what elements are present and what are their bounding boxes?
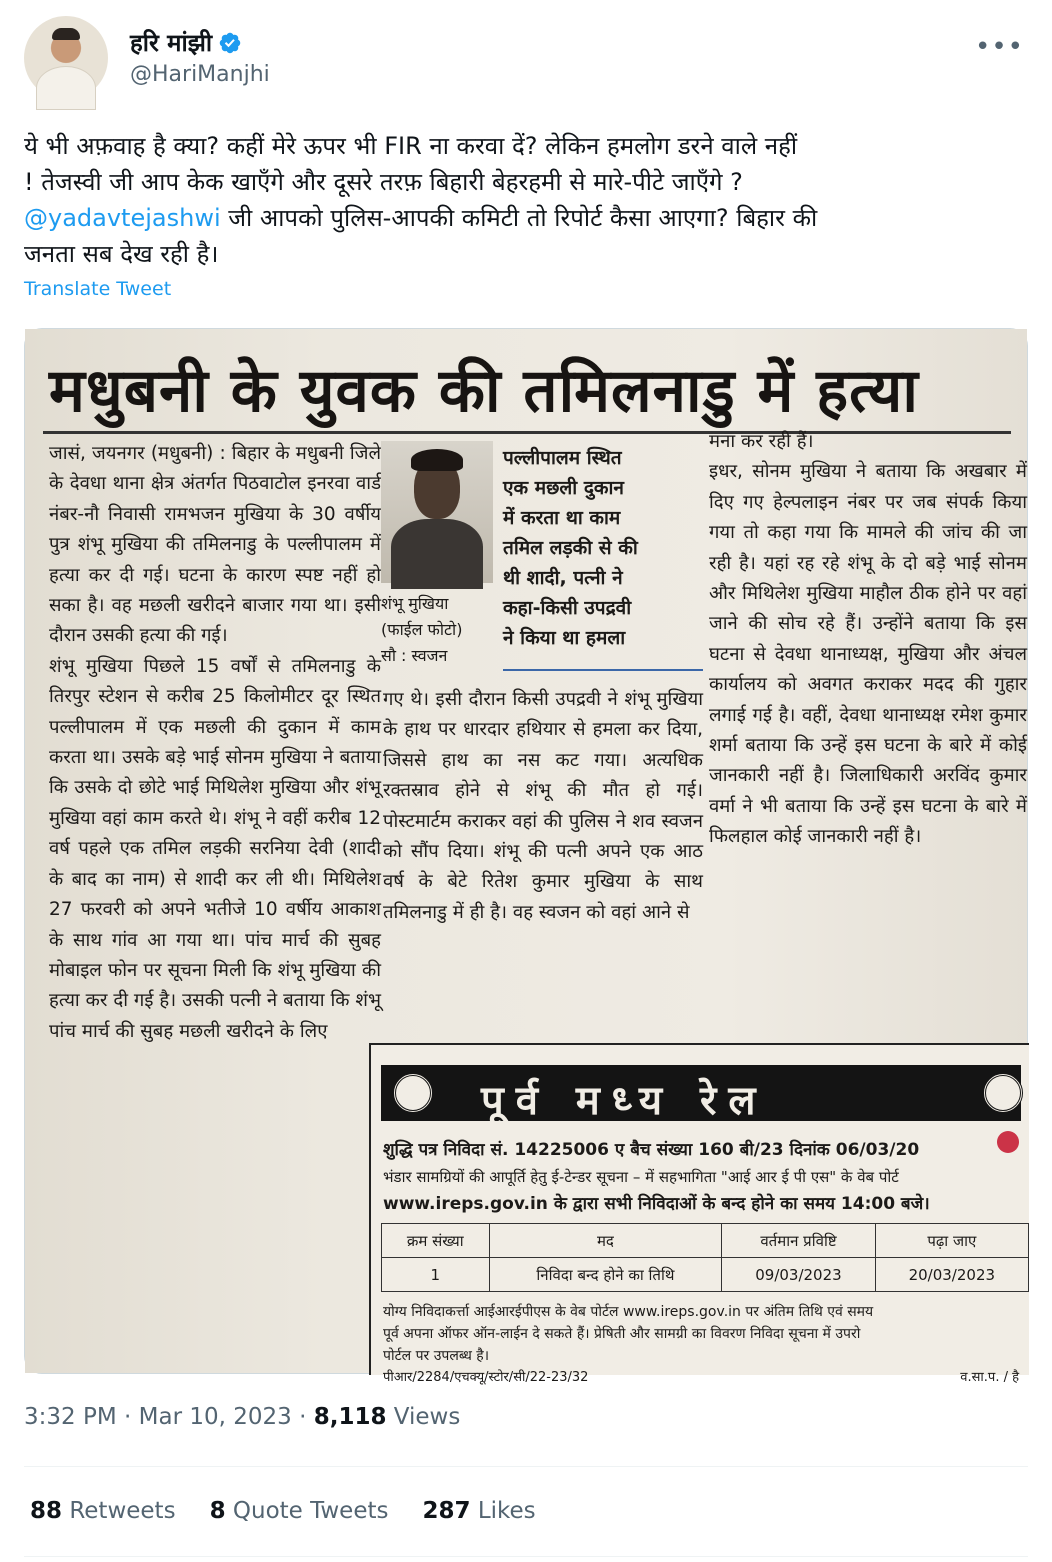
meta-separator: · <box>116 1404 139 1430</box>
avatar-shirt <box>36 66 96 110</box>
ad-table-cell: 20/03/2023 <box>875 1258 1028 1292</box>
tweet-text-part-2: जी आपको पुलिस-आपकी कमिटी तो रिपोर्ट कैसा आएगा? बिहार की जनता सब देख रही है। <box>24 204 818 268</box>
ad-table-header: क्रम संख्या <box>382 1224 490 1258</box>
ad-line-2: भंडार सामग्रियों की आपूर्ति हेतु ई-टेन्डर सूचना – में सहभागिता "आई आर ई पी एस" के वेब पोर्ट <box>383 1168 899 1186</box>
likes-count: 287 <box>422 1498 471 1524</box>
tweet-date[interactable]: Mar 10, 2023 <box>138 1404 292 1430</box>
emblem-icon <box>983 1073 1023 1113</box>
ad-line-1: शुद्धि पत्र निविदा सं. 14225006 ए बैच संख्या 160 बी/23 दिनांक 06/03/20 <box>383 1140 920 1160</box>
translate-tweet-link[interactable]: Translate Tweet <box>24 278 172 300</box>
ad-table-cell: निविदा बन्द होने का तिथि <box>489 1258 722 1292</box>
railway-logo-icon <box>393 1073 433 1113</box>
ad-reference: पीआर/2284/एचक्यू/स्टोर/सी/22-23/32 <box>383 1370 589 1385</box>
likes-label: Likes <box>477 1498 536 1524</box>
tweet-text-part-1: ये भी अफ़वाह है क्या? कहीं मेरे ऊपर भी FIR ना करवा दें? लेकिन हमलोग डरने वाले नहीं ! तेजस्वी जी आप केक खाएँगे और दूसरे तरफ़ बिहारी बेहरहमी से मारे-पीटे जाएँगे ? <box>24 132 798 196</box>
ad-reference-2: व.सा.प. / है <box>960 1370 1019 1385</box>
photo-hair <box>411 449 463 471</box>
ad-table-header: पढ़ा जाए <box>875 1224 1028 1258</box>
retweets-count: 88 <box>30 1498 63 1524</box>
name-row <box>130 26 242 59</box>
ad-table-header: मद <box>489 1224 722 1258</box>
avatar[interactable] <box>24 16 108 100</box>
user-handle[interactable]: @HariManjhi <box>130 62 270 87</box>
ad-line-3: www.ireps.gov.in के द्वारा सभी निविदाओं के बन्द होने का समय 14:00 बजे। <box>383 1194 930 1214</box>
tweet-header <box>24 16 1028 102</box>
views-label: Views <box>386 1404 461 1430</box>
article-highlight: पल्लीपालम स्थित एक मछली दुकान में करता था काम तमिल लड़की से की थी शादी, पत्नी ने कहा-किसी उपद्रवी ने किया था हमला <box>503 447 638 649</box>
highlight-rule <box>503 669 703 671</box>
views-count: 8,118 <box>313 1404 387 1430</box>
newspaper-headline: मधुबनी के युवक की तमिलनाडु में हत्या <box>49 356 919 426</box>
photo-body <box>391 519 483 589</box>
ad-table-header-row <box>382 1224 1029 1258</box>
newspaper-clipping <box>25 329 1027 1385</box>
avatar-hair <box>52 28 80 40</box>
quote-tweets-label: Quote Tweets <box>232 1498 389 1524</box>
verified-badge-icon <box>218 31 242 55</box>
article-column-2: गए थे। इसी दौरान किसी उपद्रवी ने शंभू मुखिया के हाथ पर धारदार हथियार से हमला कर दिया, जिससे हाथ का नस कट गया। अत्यधिक रक्तस्राव होने से शंभू की मौत हो गई। पोस्टमार्टम कराकर वहां की पुलिस ने शव स्वजन को सौंप दिया। शंभू की पत्नी अपने एक आठ वर्ष के बेटे रितेश कुमार मुखिया के साथ तमिलनाडु में ही है। वह स्वजन को वहां आने से <box>383 689 703 923</box>
divider <box>24 1556 1028 1557</box>
more-options-icon[interactable]: ••• <box>974 32 1024 62</box>
display-name[interactable]: हरि मांझी <box>130 29 213 57</box>
engagement-stats <box>30 1498 536 1524</box>
ad-table-cell: 09/03/2023 <box>722 1258 875 1292</box>
quote-tweets-count: 8 <box>209 1498 226 1524</box>
retweets-stat[interactable] <box>30 1498 176 1524</box>
tweet-text <box>24 128 1028 272</box>
photo-caption: शंभू मुखिया (फाईल फोटो) सौ : स्वजन <box>381 594 463 665</box>
article-column-1: जासं, जयनगर (मधुबनी) : बिहार के मधुबनी जिले के देवधा थाना क्षेत्र अंतर्गत पिठवाटोल इनरवा वार्ड नंबर-नौ निवासी रामभजन मुखिया के 30 वर्षीय पुत्र शंभू मुखिया की तमिलनाडु के पल्लीपालम में हत्या कर दी गई। घटना के कारण स्पष्ट नहीं हो सका है। वह मछली खरीदने बाजार गया था। इसी दौरान उसकी हत्या की गई। शंभू मुखिया पिछले 15 वर्षों से तमिलनाडु के तिरपुर स्टेशन से करीब 25 किलोमीटर दूर स्थित पल्लीपालम में एक मछली की दुकान में काम करता था। उसके बड़े भाई सोनम मुखिया ने बताया कि उसके दो छोटे भाई मिथिलेश मुखिया और शंभू मुखिया वहां काम करते थे। शंभू ने वहीं करीब 12 वर्ष पहले एक तमिल लड़की सरनिया देवी (शादी के बाद का नाम) से शादी कर ली थी। मिथिलेश 27 फरवरी को अपने भतीजे 10 वर्षीय आकाश के साथ गांव आ गया था। पांच मार्च की सुबह मोबाइल फोन पर सूचना मिली कि शंभू मुखिया की हत्या कर दी गई है। उसकी पत्नी ने बताया कि शंभू पांच मार्च की सुबह मछली खरीदने के लिए <box>49 443 381 1042</box>
likes-stat[interactable] <box>422 1498 535 1524</box>
ad-table-header: वर्तमान प्रविष्टि <box>722 1224 875 1258</box>
ad-table-cell: 1 <box>382 1258 490 1292</box>
tweet-time[interactable]: 3:32 PM <box>24 1404 117 1430</box>
red-stamp-icon <box>997 1131 1019 1153</box>
divider <box>24 1466 1028 1467</box>
quote-tweets-stat[interactable] <box>210 1498 389 1524</box>
ad-footer: योग्य निविदाकर्त्ता आईआरईपीएस के वेब पोर्टल www.ireps.gov.in पर अंतिम तिथि एवं समय पूर्व अपना ऑफर ऑन-लाईन दे सकते हैं। प्रेषिती और सामग्री का विवरण निविदा सूचना में उपरो पोर्टल पर उपलब्ध है। <box>383 1304 874 1364</box>
meta-separator: · <box>291 1404 314 1430</box>
tweet-image[interactable] <box>24 328 1028 1385</box>
ad-table <box>381 1223 1029 1292</box>
mention-link[interactable]: @yadavtejashwi <box>24 204 221 232</box>
tweet-meta <box>24 1404 460 1430</box>
retweets-label: Retweets <box>69 1498 176 1524</box>
ad-title: पूर्व मध्य रेल <box>481 1078 768 1124</box>
railway-tender-ad <box>369 1043 1029 1385</box>
ad-table-row <box>382 1258 1029 1292</box>
article-column-3: मना कर रही हैं। इधर, सोनम मुखिया ने बताया कि अखबार में दिए गए हेल्पलाइन नंबर पर जब संपर्क किया गया तो कहा गया कि मामले की जांच की जा रही है। यहां रह रहे शंभू के दो बड़े भाई सोनम और मिथिलेश मुखिया माहौल ठीक होने पर वहां जाने की सोच रहे हैं। उन्होंने बताया कि इस घटना से देवधा थानाध्यक्ष, मुखिया और अंचल कार्यालय को अवगत कराकर मदद की गुहार लगाई गई है। वहीं, देवधा थानाध्यक्ष रमेश कुमार शर्मा बताया कि उन्हें इस घटना के बारे में कोई जानकारी नहीं है। जिलाधिकारी अरविंद कुमार वर्मा ने भी बताया कि उन्हें इस घटना के बारे में फिलहाल कोई जानकारी नहीं है। <box>709 431 1027 848</box>
victim-photo <box>381 441 493 583</box>
